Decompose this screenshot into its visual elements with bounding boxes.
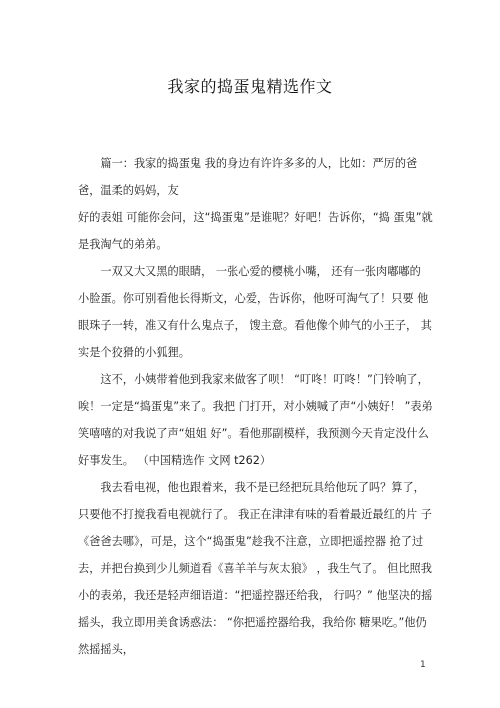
document-title: 我家的捣蛋鬼精选作文 [167, 77, 333, 96]
page-number: 1 [420, 660, 426, 670]
paragraph-1: 篇一：我家的捣蛋鬼 我的身边有许许多多的人，比如：严厉的爸爸，温柔的妈妈，友 [78, 157, 418, 197]
paragraph-5: 我去看电视，他也跟着来，我不是已经把玩具给他玩了吗？算了， 只要他不打搅我看电视就行了。 我正在津津有味的看着最近最红的片 子《爸爸去哪》，可是，这个“捣蛋鬼”趁我不注意，立即把遥控器 抢了过去，并把台换到少儿频道看《喜羊羊与灰太狼》 ，我生气了。 但比照我小的表弟，我还是轻声细语道：“把遥控器还给我， 行吗？” 他坚决的摇摇头，我立即用美食诱惑法： “你把遥控器给我，我给你 糖果吃。”他仍然摇摇头， [78, 481, 433, 656]
document-body [78, 150, 434, 663]
paragraph-3: 一双又大又黑的眼睛， 一张心爱的樱桃小嘴， 还有一张肉嘟嘟的 小脸蛋。你可别看他长得斯文，心爱，告诉你，他呀可淘气了！只要 他眼珠子一转，准又有什么鬼点子， 馊主意。看他像个帅气的小王子， 其实是个狡猾的小狐狸。 [78, 265, 432, 359]
paragraph-2: 好的表姐 可能你会问，这“捣蛋鬼”是谁呢？好吧！告诉你，“捣 蛋鬼”就是我淘气的弟弟。 [78, 211, 433, 251]
paragraph-4: 这不，小姨带着他到我家来做客了呗！ “叮咚！叮咚！”门铃响了，唉！一定是“捣蛋鬼”来了。我把 门打开，对小姨喊了声“小姨好！ ”表弟笑嘻嘻的对我说了声“姐姐 好”。看他那副模样，我预测今天肯定没什么好事发生。 （中国精选作 文网 t262） [78, 373, 433, 467]
